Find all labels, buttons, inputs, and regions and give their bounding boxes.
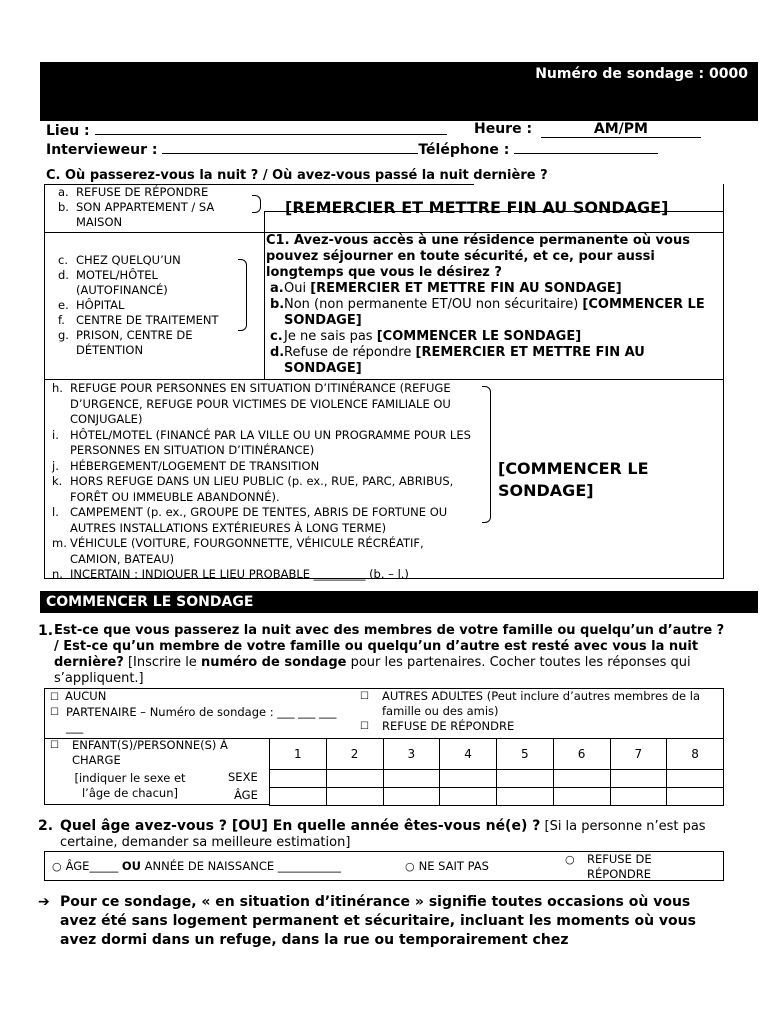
group2-item[interactable] xyxy=(58,313,238,328)
q1-opt-enfants[interactable] xyxy=(50,738,260,768)
age-cell[interactable] xyxy=(667,788,724,806)
q2-nsp-label: NE SAIT PAS xyxy=(418,859,489,873)
q2-age-label: ÂGE_____ xyxy=(65,859,122,873)
radio-icon[interactable]: ○ xyxy=(405,860,415,873)
ampm-text: AM/PM xyxy=(593,121,648,137)
col-header: 8 xyxy=(667,739,724,770)
group3-item[interactable] xyxy=(52,381,472,428)
c1-c-text: Je ne sais pas xyxy=(284,329,377,344)
group3-item[interactable] xyxy=(52,567,472,583)
group2-item[interactable] xyxy=(58,298,238,313)
item-key: g. xyxy=(58,328,69,342)
note-text: Pour ce sondage, « en situation d’itinérance » signifie toutes occasions où vous avez été sans logement permanent et sécuritaire, incluant les moments où vous avez dormi dans un refuge, dans la rue ou temporairement chez xyxy=(60,894,696,948)
group3-item[interactable] xyxy=(52,505,472,536)
brace-icon xyxy=(252,195,261,213)
q1-opt-partenaire[interactable] xyxy=(50,705,350,735)
sexe-cell[interactable] xyxy=(326,770,383,788)
c1-d-text: Refuse de répondre xyxy=(284,345,416,360)
item-text: INCERTAIN : INDIQUER LE LIEU PROBABLE _________ (b. – l.) xyxy=(70,567,409,581)
note xyxy=(38,893,728,950)
telephone-line[interactable] xyxy=(514,140,658,154)
c1-option-d[interactable] xyxy=(266,345,716,377)
sexe-cell[interactable] xyxy=(667,770,724,788)
q1-text xyxy=(38,623,728,687)
q2-opt-age[interactable] xyxy=(52,859,341,874)
col-header: 4 xyxy=(440,739,497,770)
q2-refuse-label: REFUSE DE RÉPONDRE xyxy=(587,852,652,881)
group1-item[interactable] xyxy=(58,200,248,230)
item-key: n. xyxy=(52,567,63,581)
c1-b-action: [COMMENCER LE SONDAGE] xyxy=(284,297,705,328)
col-header: 7 xyxy=(610,739,667,770)
q2-text xyxy=(38,818,728,851)
item-text: REFUGE POUR PERSONNES EN SITUATION D’ITINÉRANCE (REFUGE D’URGENCE, REFUGE POUR VICTIMES DE VIOLENCE FAMILIALE OU CONJUGALE) xyxy=(70,381,451,426)
item-text: HÔPITAL xyxy=(76,298,125,312)
sexe-cell[interactable] xyxy=(440,770,497,788)
group3-item[interactable] xyxy=(52,428,472,459)
item-key: d. xyxy=(58,268,69,282)
c1-block xyxy=(266,233,716,377)
item-text: CHEZ QUELQU’UN xyxy=(76,253,181,267)
item-key: l. xyxy=(52,505,59,519)
q1-normal1: [Inscrire le xyxy=(123,655,201,670)
age-label: ÂGE xyxy=(234,788,258,802)
age-cell[interactable] xyxy=(326,788,383,806)
group3-item[interactable] xyxy=(52,474,472,505)
c1-d-key: d. xyxy=(270,345,285,360)
q1-partenaire-label: PARTENAIRE – Numéro de sondage : ___ ___ ___ ___ xyxy=(66,705,337,734)
item-key: e. xyxy=(58,298,69,312)
q1-options-right xyxy=(360,689,710,734)
brace-icon xyxy=(238,259,247,331)
sexe-label: SEXE xyxy=(228,770,258,784)
q2-normal: [Si la personne n’est pas certaine, demander sa meilleure estimation] xyxy=(60,819,706,850)
indiquer-note: [indiquer le sexe et l’âge de chacun] xyxy=(74,771,186,800)
lieu-label: Lieu : xyxy=(46,123,90,139)
q1-bold: Est-ce que vous passerez la nuit avec des membres de votre famille ou quelqu’un d’autre ? / Est-ce qu’un membre de votre famille ou quelqu’un d’autre est resté avec vous la nuit dernière? xyxy=(54,623,725,670)
age-cell[interactable] xyxy=(383,788,440,806)
q2-annee-label: ANNÉE DE NAISSANCE ___________ xyxy=(140,859,342,873)
group3-item[interactable] xyxy=(52,459,472,475)
q1-opt-autres[interactable] xyxy=(360,689,710,719)
c1-option-c[interactable] xyxy=(266,329,716,345)
sexe-cell[interactable] xyxy=(497,770,554,788)
item-key: c. xyxy=(58,253,68,267)
col-header: 2 xyxy=(326,739,383,770)
radio-icon[interactable]: ○ xyxy=(52,860,62,873)
c1-d-action: [REMERCIER ET METTRE FIN AU SONDAGE] xyxy=(284,345,645,376)
lieu-field xyxy=(46,121,447,139)
item-text: CAMPEMENT (p. ex., GROUPE DE TENTES, ABRIS DE FORTUNE OU AUTRES INSTALLATIONS EXTÉRIEURES À LONG TERME) xyxy=(70,505,448,535)
item-text: REFUSE DE RÉPONDRE xyxy=(76,185,209,199)
q1-opt-aucun[interactable] xyxy=(50,689,350,705)
item-text: VÉHICULE (VOITURE, FOURGONNETTE, VÉHICULE RÉCRÉATIF, CAMION, BATEAU) xyxy=(70,536,424,566)
q2-bold: Quel âge avez-vous ? [OU] En quelle année êtes-vous né(e) ? xyxy=(60,818,541,834)
item-text: CENTRE DE TRAITEMENT xyxy=(76,313,219,327)
c1-a-action: [REMERCIER ET METTRE FIN AU SONDAGE] xyxy=(310,281,622,296)
checkbox-icon[interactable]: ☐ xyxy=(50,707,59,718)
checkbox-icon[interactable]: ☐ xyxy=(360,721,369,732)
section-title: COMMENCER LE SONDAGE xyxy=(40,591,758,613)
c1-c-action: [COMMENCER LE SONDAGE] xyxy=(376,329,582,344)
header-bar xyxy=(40,62,758,121)
q1-normal2: pour les partenaires. Cocher toutes les réponses qui s’appliquent.] xyxy=(54,655,691,686)
col-header: 6 xyxy=(553,739,610,770)
interviewer-label: Intervieweur : xyxy=(46,142,158,158)
col-header: 1 xyxy=(270,739,327,770)
q2-number: 2. xyxy=(38,818,54,834)
q1-number: 1. xyxy=(38,623,54,639)
q1-enfants-label: ENFANT(S)/PERSONNE(S) À CHARGE xyxy=(72,738,228,767)
survey-number: Numéro de sondage : 0000 xyxy=(535,66,748,82)
item-key: k. xyxy=(52,474,63,488)
item-text: SON APPARTEMENT / SA MAISON xyxy=(76,200,215,229)
interviewer-field xyxy=(46,140,658,158)
q1-options-left xyxy=(50,689,350,735)
c1-b-key: b. xyxy=(270,297,285,312)
age-cell[interactable] xyxy=(610,788,667,806)
age-cell[interactable] xyxy=(440,788,497,806)
age-cell[interactable] xyxy=(270,788,327,806)
group2-item[interactable] xyxy=(58,268,238,298)
q1-refuse-label: REFUSE DE RÉPONDRE xyxy=(382,719,515,733)
sexe-cell[interactable] xyxy=(610,770,667,788)
item-key: f. xyxy=(58,313,65,327)
item-key: i. xyxy=(52,427,59,442)
q1-autres-label: AUTRES ADULTES (Peut inclure d’autres membres de la famille ou des amis) xyxy=(382,689,701,718)
c1-a-text: Oui xyxy=(284,281,311,296)
item-text: PRISON, CENTRE DE DÉTENTION xyxy=(76,328,193,357)
item-key: m. xyxy=(52,536,67,550)
interviewer-line[interactable] xyxy=(162,140,418,154)
col-header: 3 xyxy=(383,739,440,770)
divider xyxy=(264,232,265,380)
heure-label: Heure : xyxy=(474,121,533,137)
group1-item[interactable] xyxy=(58,185,248,200)
q1-opt-refuse[interactable] xyxy=(360,719,710,734)
q2-opt-refuse[interactable] xyxy=(565,852,675,882)
heure-line[interactable] xyxy=(541,121,701,138)
age-cell[interactable] xyxy=(497,788,554,806)
group3-item[interactable] xyxy=(52,536,472,567)
brace-icon xyxy=(482,386,491,523)
sexe-cell[interactable] xyxy=(553,770,610,788)
group1-action: [REMERCIER ET METTRE FIN AU SONDAGE] xyxy=(285,198,669,217)
group3-action: [COMMENCER LE SONDAGE] xyxy=(498,459,649,500)
item-key: j. xyxy=(52,458,59,473)
sexe-cell[interactable] xyxy=(270,770,327,788)
group3-list xyxy=(52,381,472,583)
q2-opt-nsp[interactable] xyxy=(405,859,489,874)
q1-bold2: numéro de sondage xyxy=(200,655,347,670)
group2-item[interactable] xyxy=(58,253,238,268)
item-key: a. xyxy=(58,185,69,199)
q1-aucun-label: AUCUN xyxy=(64,689,107,703)
arrow-icon: ➔ xyxy=(38,894,50,910)
col-header: 5 xyxy=(497,739,554,770)
item-text: MOTEL/HÔTEL (AUTOFINANCÉ) xyxy=(76,268,168,297)
lieu-line[interactable] xyxy=(95,121,447,135)
c1-c-key: c. xyxy=(270,329,283,344)
item-text: HORS REFUGE DANS UN LIEU PUBLIC (p. ex., RUE, PARC, ABRIBUS, FORÊT OU IMMEUBLE ABANDONNÉ). xyxy=(70,474,454,504)
sexe-cell[interactable] xyxy=(383,770,440,788)
c1-option-a[interactable] xyxy=(266,281,716,297)
item-key: b. xyxy=(58,200,69,214)
c1-question: C1. Avez-vous accès à une résidence permanente où vous pouvez séjourner en toute sécurité, et ce, pour aussi longtemps que vous le désirez ? xyxy=(266,233,690,280)
checkbox-icon[interactable]: ☐ xyxy=(50,692,59,703)
age-cell[interactable] xyxy=(553,788,610,806)
telephone-label: Téléphone : xyxy=(418,142,510,158)
q2-ou: OU xyxy=(121,859,141,873)
item-text: HÉBERGEMENT/LOGEMENT DE TRANSITION xyxy=(70,458,320,473)
children-grid xyxy=(269,738,724,806)
item-key: h. xyxy=(52,381,63,395)
checkbox-icon[interactable]: ☐ xyxy=(50,740,59,751)
heure-field xyxy=(474,121,701,138)
group2-list xyxy=(58,253,238,358)
c1-option-b[interactable] xyxy=(266,297,716,329)
radio-icon[interactable]: ○ xyxy=(565,853,575,866)
group1-list xyxy=(58,185,248,230)
c1-b-text: Non (non permanente ET/OU non sécuritaire) xyxy=(284,297,583,312)
checkbox-icon[interactable]: ☐ xyxy=(360,691,369,702)
c1-a-key: a. xyxy=(270,281,284,296)
group2-item[interactable] xyxy=(58,328,238,358)
question-c: C. Où passerez-vous la nuit ? / Où avez-vous passé la nuit dernière ? xyxy=(46,168,548,183)
item-text: HÔTEL/MOTEL (FINANCÉ PAR LA VILLE OU UN PROGRAMME POUR LES PERSONNES EN SITUATION D’ITINÉRANCE) xyxy=(70,427,471,457)
